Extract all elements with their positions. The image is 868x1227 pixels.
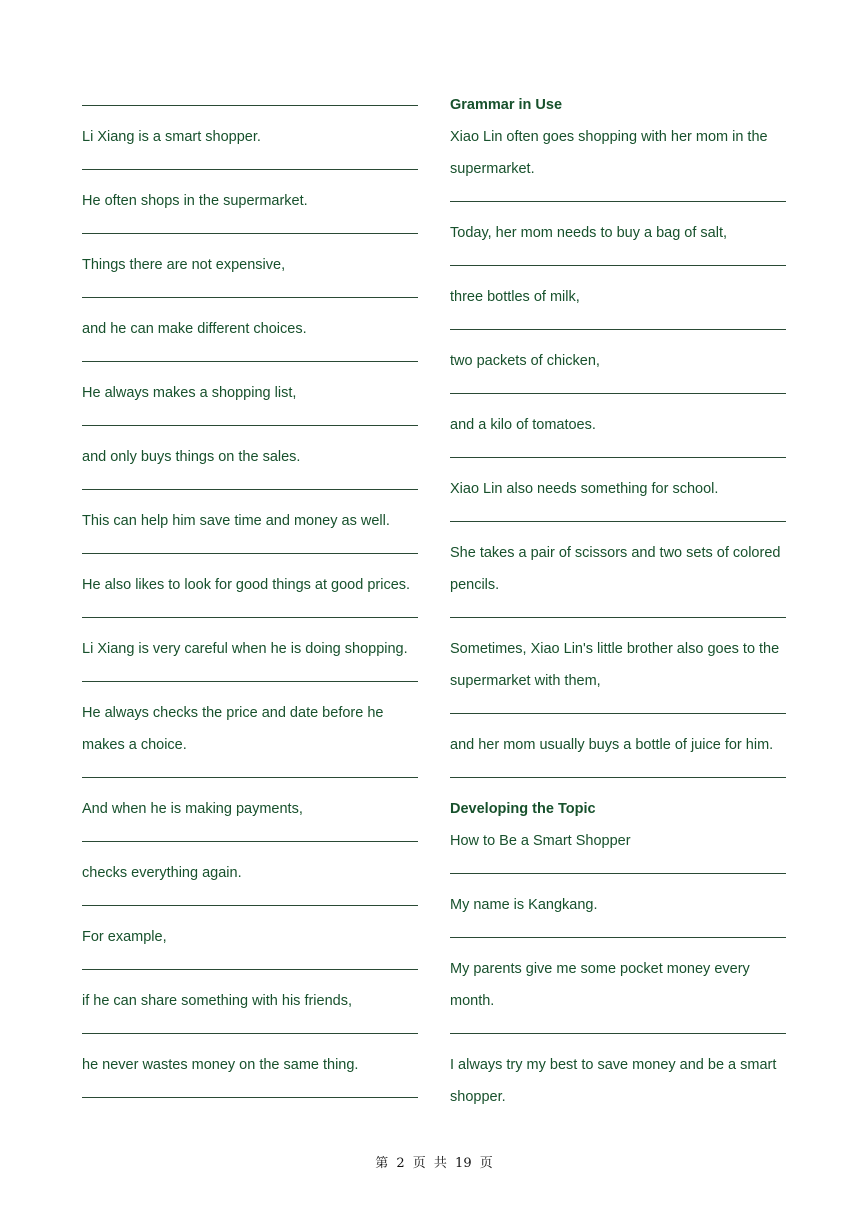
sentence: and a kilo of tomatoes.: [450, 417, 596, 433]
sentence: Sometimes, Xiao Lin's little brother also goes to the supermarket with them,: [450, 641, 780, 689]
sentence: Li Xiang is very careful when he is doing shopping.: [82, 641, 408, 657]
sentence: and her mom usually buys a bottle of juice for him.: [450, 737, 774, 753]
answer-line: [82, 361, 418, 362]
answer-line: [450, 521, 786, 522]
answer-line: [82, 841, 418, 842]
sentence: He always checks the price and date before he makes a choice.: [82, 705, 384, 753]
answer-line: [82, 681, 418, 682]
sentence: he never wastes money on the same thing.: [82, 1057, 359, 1073]
sentence: if he can share something with his friends,: [82, 993, 352, 1009]
answer-line: [450, 937, 786, 938]
sentence: He also likes to look for good things at good prices.: [82, 577, 411, 593]
answer-line: [450, 777, 786, 778]
answer-line: [450, 713, 786, 714]
page-footer: 第 2 页 共 19 页: [375, 1156, 493, 1171]
sentence: two packets of chicken,: [450, 353, 600, 369]
answer-line: [82, 905, 418, 906]
sentence: My name is Kangkang.: [450, 897, 598, 913]
answer-line: [450, 329, 786, 330]
section-heading: Grammar in Use: [450, 97, 563, 113]
sentence: This can help him save time and money as well.: [82, 513, 390, 529]
answer-line: [82, 425, 418, 426]
answer-line: [82, 297, 418, 298]
answer-line: [82, 489, 418, 490]
sentence: three bottles of milk,: [450, 289, 580, 305]
answer-line: [82, 1033, 418, 1034]
answer-line: [450, 873, 786, 874]
answer-line: [450, 457, 786, 458]
sentence: And when he is making payments,: [82, 801, 303, 817]
sentence: She takes a pair of scissors and two sets of colored pencils.: [450, 545, 781, 593]
sentence: He always makes a shopping list,: [82, 385, 297, 401]
sentence: For example,: [82, 929, 167, 945]
answer-line: [82, 105, 418, 106]
answer-line: [450, 1033, 786, 1034]
sentence: checks everything again.: [82, 865, 242, 881]
answer-line: [450, 265, 786, 266]
sentence: and he can make different choices.: [82, 321, 307, 337]
sentence: I always try my best to save money and be a smart shopper.: [450, 1057, 777, 1105]
sentence: He often shops in the supermarket.: [82, 193, 308, 209]
sentence: Li Xiang is a smart shopper.: [82, 129, 261, 145]
sentence: How to Be a Smart Shopper: [450, 833, 631, 849]
section-heading: Developing the Topic: [450, 801, 596, 817]
answer-line: [82, 617, 418, 618]
answer-line: [82, 553, 418, 554]
sentence: Things there are not expensive,: [82, 257, 286, 273]
answer-line: [82, 969, 418, 970]
answer-line: [450, 617, 786, 618]
answer-line: [82, 1097, 418, 1098]
answer-line: [82, 777, 418, 778]
answer-line: [450, 393, 786, 394]
sentence: My parents give me some pocket money every month.: [450, 961, 750, 1009]
sentence: Xiao Lin often goes shopping with her mom in the supermarket.: [450, 129, 768, 177]
answer-line: [82, 233, 418, 234]
answer-line: [82, 169, 418, 170]
answer-line: [450, 201, 786, 202]
sentence: and only buys things on the sales.: [82, 449, 301, 465]
sentence: Today, her mom needs to buy a bag of salt,: [450, 225, 728, 241]
sentence: Xiao Lin also needs something for school.: [450, 481, 719, 497]
